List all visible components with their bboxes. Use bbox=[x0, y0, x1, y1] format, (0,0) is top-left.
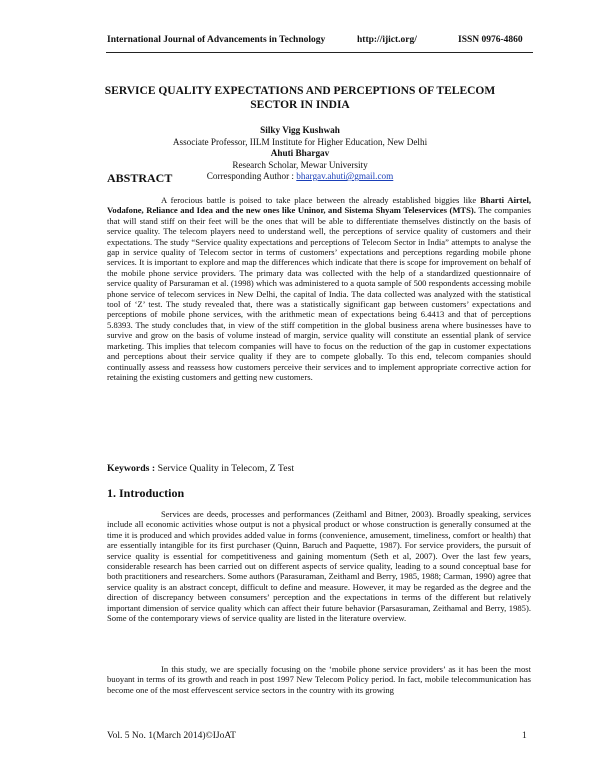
author-1-affiliation: Associate Professor, IILM Institute for Higher Education, New Delhi bbox=[172, 136, 428, 147]
introduction-heading: 1. Introduction bbox=[107, 486, 185, 500]
abstract-paragraph bbox=[107, 195, 531, 382]
abstract-lead: A ferocious battle is poised to take place between the already established biggies like bbox=[161, 195, 481, 205]
header-rule bbox=[106, 52, 533, 53]
journal-name: International Journal of Advancements in Technology bbox=[107, 35, 326, 45]
running-header bbox=[0, 35, 600, 49]
keywords-text: Service Quality in Telecom, Z Test bbox=[155, 463, 295, 474]
corresponding-label: Corresponding Author : bbox=[206, 171, 297, 181]
keywords-line bbox=[107, 463, 294, 474]
journal-issn: ISSN 0976-4860 bbox=[458, 35, 523, 45]
page-number: 1 bbox=[522, 731, 527, 741]
author-1-name: Silky Vigg Kushwah bbox=[260, 125, 340, 135]
author-2-name: Ahuti Bhargav bbox=[270, 148, 330, 158]
abstract-heading: ABSTRACT bbox=[107, 171, 173, 185]
keywords-label: Keywords : bbox=[107, 463, 156, 474]
paper-title bbox=[90, 84, 510, 112]
footer-volume: Vol. 5 No. 1(March 2014)©IJoAT bbox=[107, 731, 236, 741]
title-line-2: SECTOR IN INDIA bbox=[250, 99, 350, 111]
journal-url[interactable]: http://ijict.org/ bbox=[357, 35, 417, 45]
author-2-affiliation: Research Scholar, Mewar University bbox=[232, 159, 368, 170]
introduction-paragraph-2: In this study, we are specially focusing on the ‘mobile phone service providers’ as it has been the most buoyant in terms of its growth and reach in post 1997 New Telecom Policy period. In fact, mobile telecommunication has become one of the most effervescent service sectors in the country with its growing bbox=[107, 664, 531, 695]
abstract-companies: Bharti Airtel, Vodafone, Reliance and Idea and the new ones like Uninor, and Sistema Shyam Teleservices (MTS). bbox=[107, 195, 532, 216]
corresponding-email-link[interactable]: bhargav.ahuti@gmail.com bbox=[296, 171, 394, 181]
abstract-body: The companies that will stand stiff on their feet will be the ones that will be able to differentiate themselves distinctly on the basis of service quality. The telecom players need to understand well, the perceptions of service quality of customers and their expectations. The study “Service quality expectations and perceptions of Telecom Sector in India” attempts to analyse the gap in service quality of Telecom sector in terms of customers’ expectations and perceptions regarding mobile phone services. It is important to explore and map the differences which indicate that there is scope for improvement on behalf of the mobile phone service providers. The primary data was collected with the help of a standardized questionnaire of service quality of Parsuraman et al. (1998) which was administered to a quota sample of 500 respondents accessing mobile phone service of telecom services in New Delhi, the capital of India. The data collected was analyzed with the statistical tool of ‘Z’ test. The study revealed that, there was a statistically significant gap between customers’ expectations and perceptions of mobile phone services, with the arithmetic mean of expectations being 6.4413 and that of perceptions 5.8393. The study concludes that, in view of the stiff competition in the global business arena where businesses have to survive and grow on the basis of volume instead of margin, service quality will constitute an essential plank of service marketing. This implies that telecom companies will have to focus on the reduction of the gap in customer expectations and perceptions about their service quality if they are to compete globally. To this end, telecom companies should continually assess and reassess how customers perceive their services and to implement appropriate corrective action for retaining the existing customers and getting new customers. bbox=[107, 205, 531, 382]
introduction-paragraph-1: Services are deeds, processes and performances (Zeithaml and Bitner, 2003). Broadly speaking, services include all economic activities whose output is not a physical product or whose construction is generally consumed at the time it is produced and which provides added value in forms (convenience, amusement, timeliness, comfort or health) that are essentially intangible for its first purchaser (Quinn, Baruch and Paquette, 1987). For service providers, the pursuit of service quality is essential for competitiveness and gaining momentum (Seth et al, 2007). Over the last few years, considerable research has been carried out on different aspects of service quality, leading to a sound conceptual base for both practitioners and researchers. Some authors (Parasuraman, Zeithaml and Berry, 1985, 1988; Carman, 1990) agree that service quality is an abstract concept, difficult to define and measure. However, it may be regarded as the degree and the direction of discrepancy between consumers’ perception and the expectations in terms of the different but relatively important dimension of service quality which can affect their future behavior (Parsasuraman, Zeithamal and Berry, 1985). Some of the contemporary views of service quality are listed in the literature overview. bbox=[107, 509, 531, 624]
title-line-1: SERVICE QUALITY EXPECTATIONS AND PERCEPTIONS OF TELECOM bbox=[104, 85, 496, 97]
